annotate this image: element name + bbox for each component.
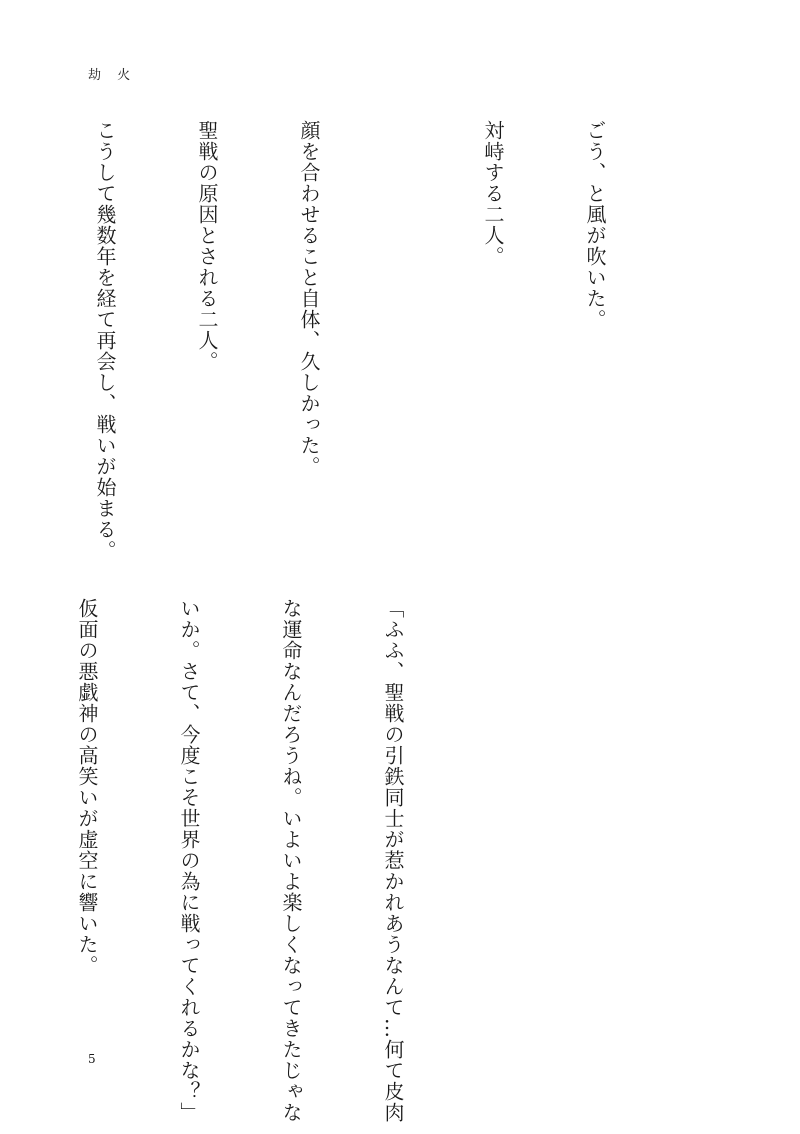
lower-text-block (36, 598, 478, 1123)
text-line: 対峙する二人。 (481, 120, 505, 267)
text-line: 顔を合わせること自体、久しかった。 (297, 120, 321, 477)
text-line: こうして幾数年を経て再会し、戦いが始まる。 (93, 120, 117, 561)
page-header-title: 劫 火 (88, 68, 137, 83)
text-line: な運命なんだろうね。いよいよ楽しくなってきたじゃな (279, 598, 303, 1123)
text-line: 仮面の悪戯神の高笑いが虚空に響いた。 (75, 598, 99, 976)
spacer (0, 120, 20, 580)
spacer (394, 120, 408, 580)
text-line: ごう、と風が吹いた。 (583, 120, 607, 330)
upper-text-block (0, 120, 680, 580)
page-number: 5 (88, 1052, 96, 1066)
text-line: いか。さて、今度こそ世界の為に戦ってくれるかな？」 (177, 598, 201, 1123)
text-line: 聖戦の原因とされる二人。 (195, 120, 219, 372)
text-line: 「ふふ、聖戦の引鉄同士が惹かれあうなんて…何て皮肉 (381, 598, 405, 1123)
